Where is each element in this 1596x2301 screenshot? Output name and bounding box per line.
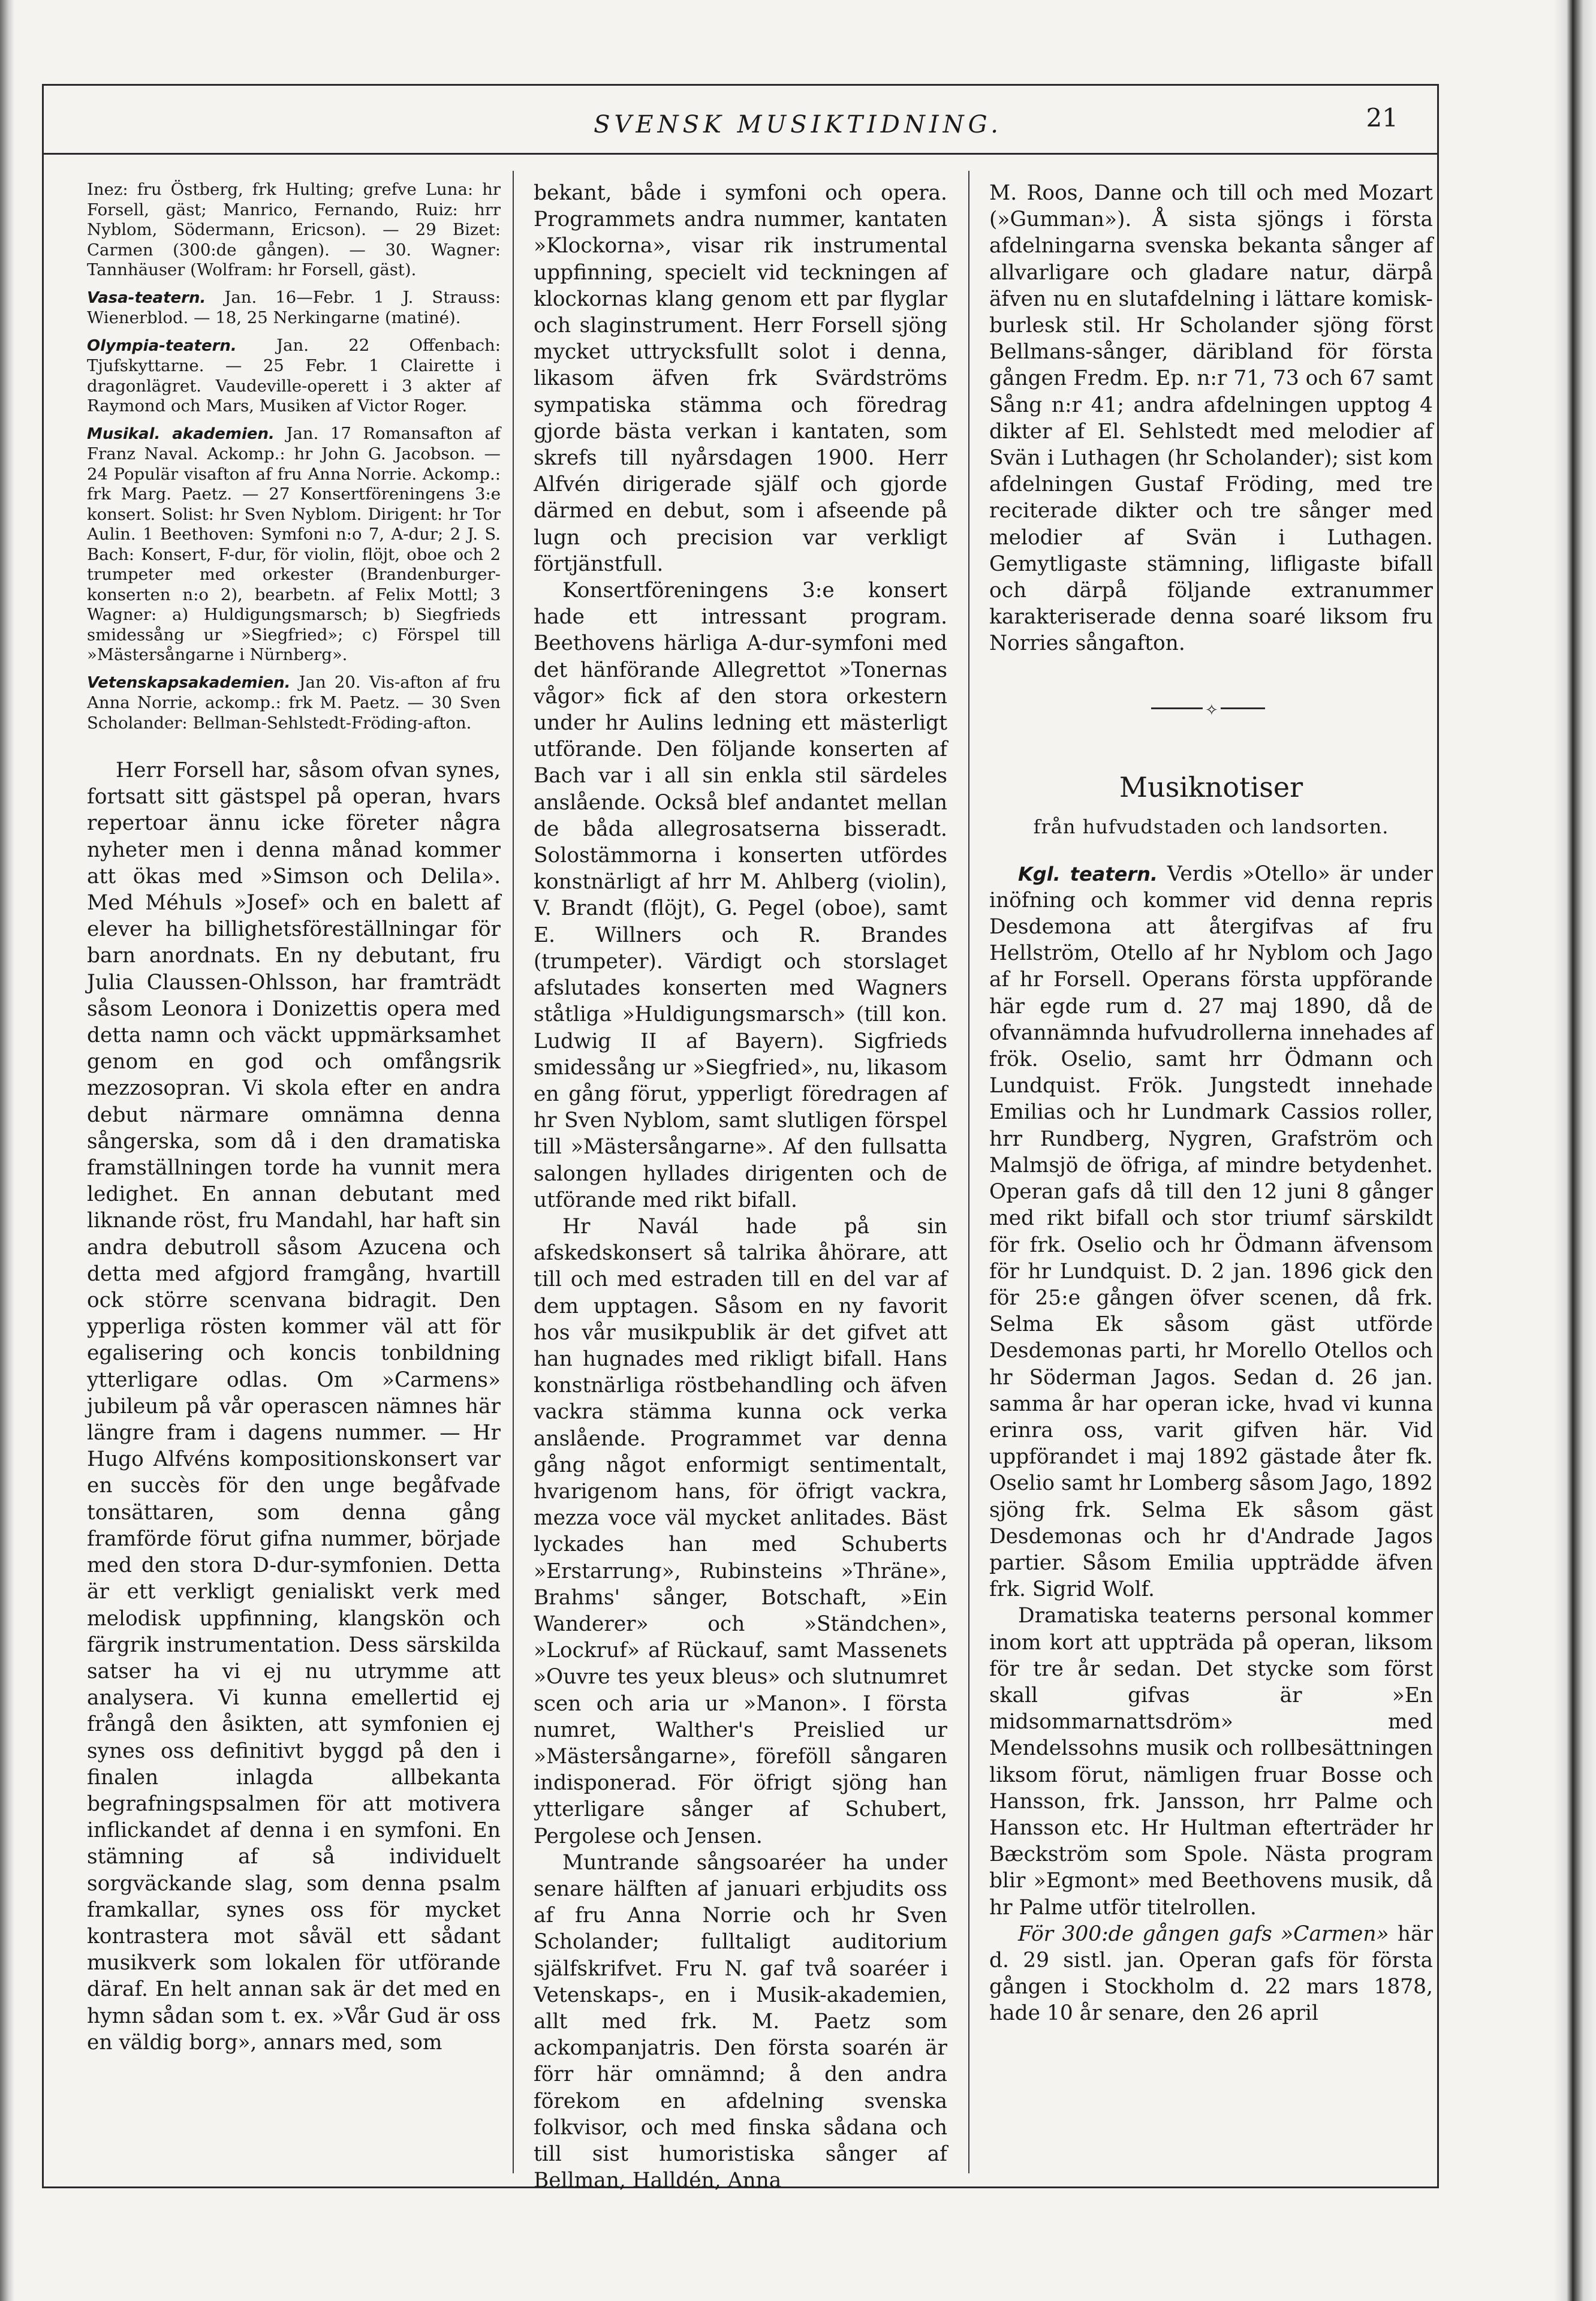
column-3: [989, 180, 1433, 2027]
article-paragraph: M. Roos, Danne och till och med Mozart (»Gumman»). Å sista sjöngs i första afdelningarna svenska bekanta sånger af allvarligare och gladare natur, därpå äfven nu en slutafdelning i lättare komisk-burlesk stil. Hr Scholander sjöng först Bellmans-sånger, däribland för första gången Fredm. Ep. n:r 71, 73 och 67 samt Sång n:r 41; andra afdelningen upptog 4 dikter af El. Sehlstedt med melodier af Svän i Luthagen (hr Scholander); sist kom afdelningen Gustaf Fröding, med tre reciterade dikter och tre sånger med melodier af Svän i Luthagen. Gemytligaste stämning, lifligaste bifall och därpå följande extranummer karakteriserade denna soaré liksom fru Norries sångafton.: [989, 181, 1433, 656]
venue-label: Musikal. akademien.: [87, 424, 275, 443]
italic-lead: För 300:de gången gafs »Carmen»: [1018, 1921, 1389, 1946]
header-rule: [42, 153, 1439, 155]
venue-label: Vetenskapsakademien.: [87, 673, 291, 692]
section-ornament: [989, 699, 1433, 717]
venue-label: Vasa-teatern.: [87, 288, 206, 307]
column-divider-1: [513, 171, 514, 2173]
column-1: [87, 180, 501, 2056]
program-listing-opera: Inez: fru Östberg, frk Hulting; grefve Luna: hr Forsell, gäst; Manrico, Fernando, Ruiz: hrr Nyblom, Södermann, Ericson). — 29 Bizet: Carmen (300:de gången). — 30. Wagner: Tannhäuser (Wolfram: hr Forsell, gäst).: [87, 180, 501, 279]
page-edge-right: [1554, 0, 1596, 2301]
article-paragraph: Dramatiska teaterns personal kommer inom kort att uppträda på operan, liksom för tre år sedan. Det stycke som först skall gifvas är »En midsommarnattsdröm» med Mendelssohns musik och rollbesättningen liksom förut, nämligen fruar Bosse och Hansson, frk. Jansson, hrr Palme och Hansson etc. Hr Hultman efterträder hr Bæckström som Spole. Nästa program blir »Egmont» med Beethovens musik, då hr Palme utför titelrollen.: [989, 1604, 1433, 1920]
venue-label: Olympia-teatern.: [87, 336, 237, 355]
article-paragraph: Hr Navál hade på sin afskedskonsert så talrika åhörare, att till och med estraden till en del var af dem upptagen. Såsom en ny favorit hos vår musikpublik är det gifvet att han hugnades med rikligt bifall. Hans konstnärliga röstbehandling och äfven vackra stämma kunna ock verka anslående. Programmet var denna gång något enformigt sentimentalt, hvarigenom hans, för öfrigt vackra, mezza voce väl mycket anlitades. Bäst lyckades han med Schuberts »Erstarrung», Rubinsteins »Thräne», Brahms' sånger, Botschaft, »Ein Wanderer» och »Ständchen», »Lockruf» af Rückauf, samt Massenets »Ouvre tes yeux bleus» och slutnumret scen och aria ur »Manon». I första numret, Walther's Preislied ur »Mästersångarne», föreföll sångaren indisponerad. För öfrigt sjöng han ytterligare sånger af Schubert, Pergolese och Jensen.: [534, 1214, 947, 1848]
section-subtitle: från hufvudstaden och landsorten.: [1033, 815, 1389, 838]
article-paragraph: Kgl. teatern. Verdis »Otello» är under inöfning och kommer vid denna repris Desdemona att återgifvas af fru Hellström, Otello af hr Nyblom och Jago af hr Forsell. Operans första uppförande här egde rum d. 27 maj 1890, då de ofvannämnda hufvudrollerna innehades af frök. Oselio, samt hrr Ödmann och Lundquist. Frök. Jungstedt innehade Emilias och hr Lundmark Cassios roller, hrr Rundberg, Nygren, Grafström och Malmsjö de öfriga, af mindre betydenhet. Operan gafs då till den 12 juni 8 gånger med rikt bifall och stor triumf särskildt för frk. Oselio och hr Ödmann äfvensom för hr Lundquist. D. 2 jan. 1896 gick den för 25:e gången öfver scenen, då frk. Selma Ek såsom gäst utförde Desdemonas parti, hr Morello Otellos och hr Söderman Jagos. Sedan d. 26 jan. samma år har operan icke, hvad vi kunna erinra oss, varit gifven här. Vid uppförandet i maj 1892 gästade åter fk. Oselio samt hr Lomberg såsom Jago, 1892 sjöng frk. Selma Ek såsom gäst Desdemonas och hr d'Andrade Jagos partier. Såsom Emilia uppträdde äfven frk. Sigrid Wolf.: [989, 862, 1433, 1602]
article-paragraph: Herr Forsell har, såsom ofvan synes, fortsatt sitt gästspel på operan, hvars repertoar ännu icke företer några nyheter men i denna månad kommer att ökas med »Simson och Delila». Med Méhuls »Josef» och en balett af elever ha billighetsföreställningar för barn anordnats. En ny debutant, fru Julia Claussen-Ohlsson, har framträdt såsom Leonora i Donizettis opera med detta namn och väckt uppmärksamhet genom en god och omfångsrik mezzosopran. Vi skola efter en andra debut närmare omnämna denna sångerska, som då i den dramatiska framställningen torde ha vunnit mera ledighet. En annan debutant med liknande röst, fru Mandahl, har haft sin andra debutroll såsom Azucena och detta med afgjord framgång, hvartill ock större scenvana bidragit. Den ypperliga rösten kommer väl att för egalisering och koncis tonbildning ytterligare odlas. Om »Carmens» jubileum på vår operascen nämnes här längre fram i dagens nummer. — Hr Hugo Alfvéns kompositionskonsert var en succès för den unge begåfvade tonsättaren, som denna gång framförde förut gifna nummer, började med den stora D-dur-symfonien. Detta är ett verkligt genialiskt verk med melodisk uppfinning, klangskön och färgrik instrumentation. Dess särskilda satser ha vi ej nu utrymme att analysera. Vi kunna emellertid ej frångå den åsikten, att symfonien ej synes oss definitivt byggd på den i finalen inlagda allbekanta begrafningspsalmen för att motivera inflickandet af denna i en symfoni. En stämning af så individuelt sorgväckande slag, som denna psalm framkallar, synes oss för mycket kontrastera mot såväl ett sådant musikverk som lokalen för utförande däraf. En helt annan sak är det med en hymn sådan som t. ex. »Vår Gud är oss en väldig borg», annars med, som: [87, 758, 501, 2055]
program-listing-olympia: Olympia-teatern. Jan. 22 Offenbach: Tjufskyttarne. — 25 Febr. 1 Clairette i dragonlägret. Vaudeville-operett i 3 akter af Raymond och Mars, Musiken af Victor Roger.: [87, 335, 501, 415]
article-paragraph: bekant, både i symfoni och opera. Programmets andra nummer, kantaten »Klockorna», visar rik instrumental uppfinning, specielt vid teckningen af klockornas klang genom ett par flyglar och slaginstrument. Herr Forsell sjöng mycket uttrycksfullt solot i denna, likasom äfven frk Svärdströms sympatiska stämma och föredrag gjorde bästa verkan i kantaten, som skrefs till nyårsdagen 1900. Herr Alfvén dirigerade själf och gjorde därmed en debut, som i afseende på lugn och precision var verkligt förtjänstfull.: [534, 181, 947, 576]
article-paragraph: Konsertföreningens 3:e konsert hade ett intressant program. Beethovens härliga A-dur-symfoni med det hänförande Allegrettot »Tonernas vågor» fick af den stora orkestern under hr Aulins ledning ett mästerligt utförande. Den följande konserten af Bach var i all sin enkla stil särdeles anslående. Också blef andantet mellan de båda allegrosatserna bisseradt. Solostämmorna i konserten utfördes konstnärligt af hrr M. Ahlberg (violin), V. Brandt (flöjt), G. Pegel (oboe), samt E. Willners och R. Brandes (trumpeter). Värdigt och storslaget afslutades konserten med Wagners ståtliga »Huldigungsmarsch» (till kon. Ludwig II af Bayern). Sigfrieds smidessång ur »Siegfried», nu, likasom en gång förut, ypperligt föredragen af hr Sven Nyblom, samt slutligen förspel till »Mästersångarne». Af den fullsatta salongen hyllades dirigenten och de utförande med rikt bifall.: [534, 579, 947, 1212]
ornament-icon: ✧: [1203, 701, 1221, 719]
venue-label: Kgl. teatern.: [1018, 862, 1158, 886]
page-edge-left: [0, 0, 14, 2301]
section-title: Musiknotiser: [1119, 770, 1303, 803]
column-divider-2: [968, 171, 969, 2173]
program-listing-vetenskap: Vetenskapsakademien. Jan 20. Vis-afton af fru Anna Norrie, ackomp.: frk M. Paetz. — 30 Sven Scholander: Bellman-Sehlstedt-Fröding-afton.: [87, 672, 501, 733]
column-2: [534, 180, 947, 2194]
article-paragraph: Muntrande sångsoaréer ha under senare hälften af januari erbjudits oss af fru Anna Norrie och hr Sven Scholander; fulltaligt auditorium själfskrifvet. Fru N. gaf två soaréer i Vetenskaps-, en i Musik-akademien, allt med frk. M. Paetz som ackompanjatris. Den första soarén är förr här omnämnd; å den andra förekom en afdelning svenska folkvisor, och med finska sådana och till sist humoristiska sånger af Bellman, Halldén, Anna: [534, 1850, 947, 2193]
page-number: 21: [1366, 103, 1398, 132]
program-listing-akademien: Musikal. akademien. Jan. 17 Romansafton af Franz Naval. Ackomp.: hr John G. Jacobson. — 24 Populär visafton af fru Anna Norrie. Ackomp.: frk Marg. Paetz. — 27 Konsertföreningens 3:e konsert. Solist: hr Sven Nyblom. Dirigent: hr Tor Aulin. 1 Beethoven: Symfoni n:o 7, A-dur; 2 J. S. Bach: Konsert, F-dur, för violin, flöjt, oboe och 2 trumpeter med orkester (Brandenburger-konserten n:o 2), bearbetn. af Felix Mottl; 3 Wagner: a) Huldigungsmarsch; b) Siegfrieds smidessång ur »Siegfried»; c) Förspel till »Mästersångarne i Nürnberg».: [87, 423, 501, 664]
journal-title: SVENSK MUSIKTIDNING.: [594, 111, 1002, 138]
article-paragraph: För 300:de gången gafs »Carmen» här d. 29 sistl. jan. Operan gafs för första gången i Stockholm d. 22 mars 1878, hade 10 år senare, den 26 april: [989, 1921, 1434, 2026]
program-listing-vasa: Vasa-teatern. Jan. 16—Febr. 1 J. Strauss: Wienerblod. — 18, 25 Nerkingarne (matiné).: [87, 287, 501, 327]
